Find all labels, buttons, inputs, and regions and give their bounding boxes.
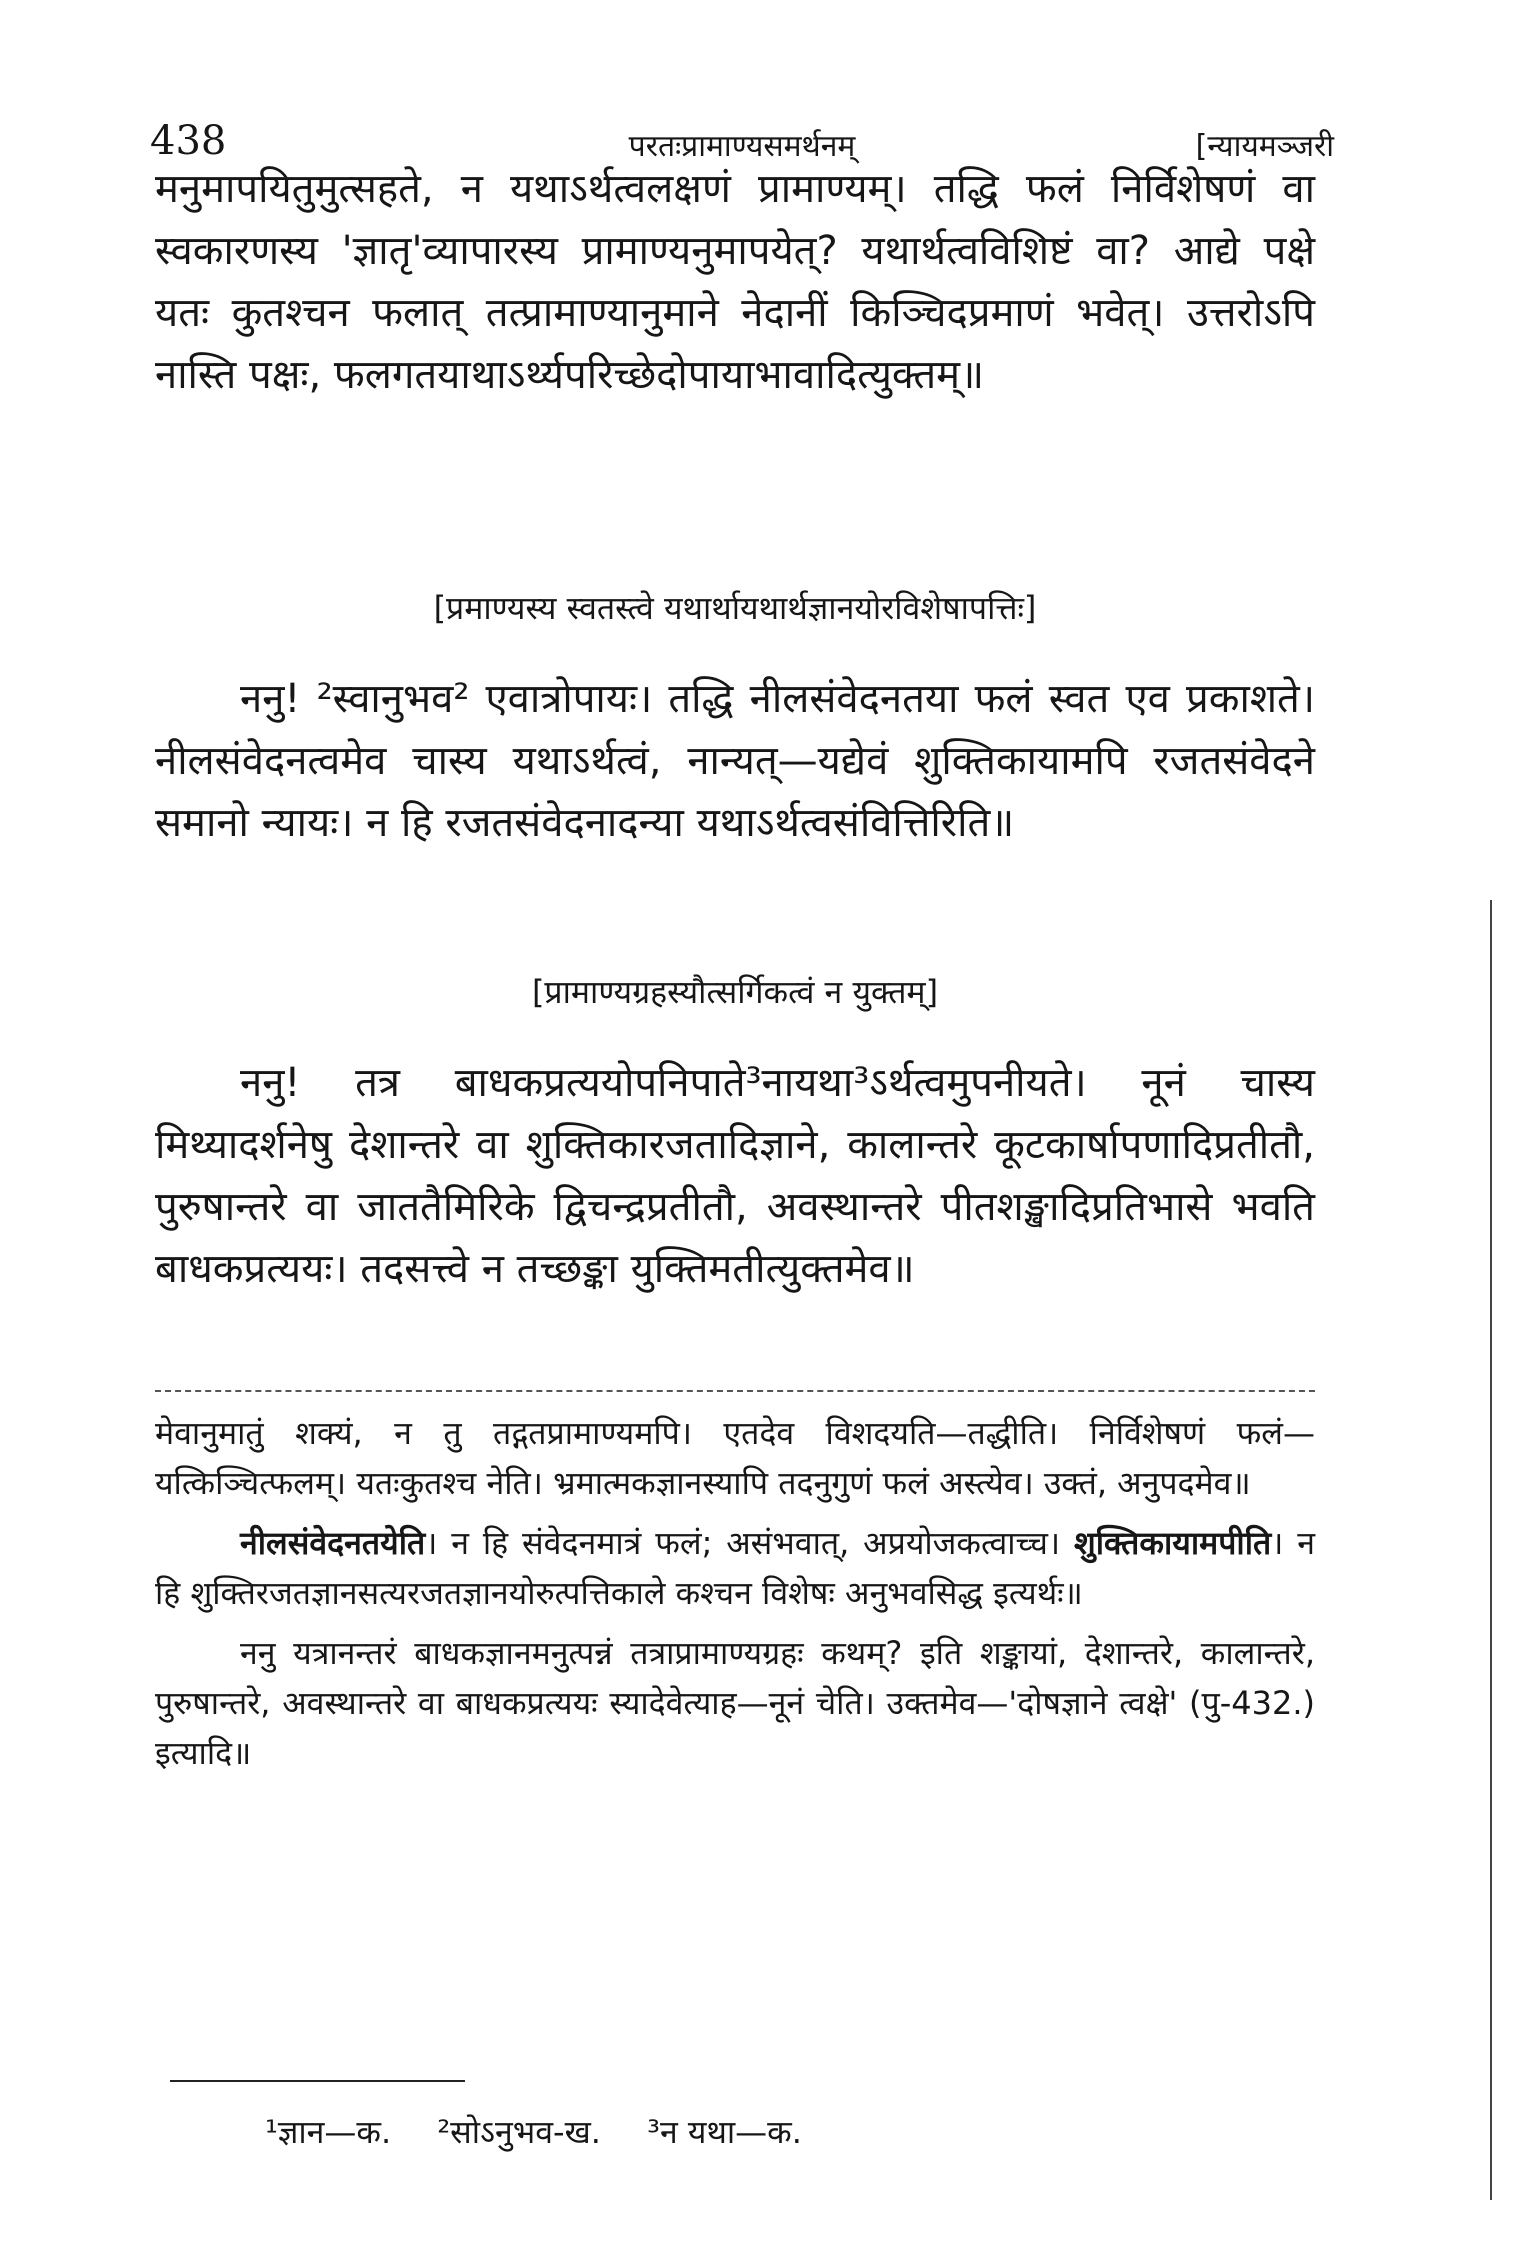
section-heading-2: [प्रामाण्यग्रहस्यौत्सर्गिकत्वं न युक्तम्] <box>531 973 939 1011</box>
commentary-divider <box>155 1390 1315 1392</box>
main-paragraph-1 <box>155 158 1315 406</box>
variant-2: ²सोऽनुभव-ख. <box>437 2113 601 2151</box>
variant-readings <box>265 2110 838 2153</box>
running-title: परतःप्रामाण्यसमर्थनम् <box>628 129 856 164</box>
commentary-text-2b: । न हि शुक्तिरजतज्ञानसत्यरजतज्ञानयोरुत्पत्तिकाले कश्चन विशेषः अनुभवसिद्ध इत्यर्थः॥ <box>155 1524 1316 1612</box>
commentary-lemma-1: नीलसंवेदनतयेति <box>240 1524 426 1562</box>
main-text-2: ननु! ²स्वानुभव² एवात्रोपायः। तद्धि नीलसंवेदनतया फलं स्वत एव प्रकाशते। नीलसंवेदनत्वमेव चास्य यथाऽर्थत्वं, नान्यत्—यद्येवं शुक्तिकायामपि रजतसंवेदने समानो न्यायः। न हि रजतसंवेदनादन्या यथाऽर्थत्वसंवित्तिरिति॥ <box>155 676 1315 846</box>
main-paragraph-3 <box>155 1052 1315 1300</box>
variant-3: ³न यथा—क. <box>647 2113 802 2151</box>
commentary-text-3: ननु यत्रानन्तरं बाधकज्ञानमनुत्पन्नं तत्राप्रामाण्यग्रहः कथम्? इति शङ्कायां, देशान्तरे, कालान्तरे, पुरुषान्तरे, अवस्थान्तरे वा बाधकप्रत्ययः स्यादेवेत्याह—नूनं चेति। उक्तमेव—'दोषज्ञाने त्वक्षे' (पु-432.) इत्यादि॥ <box>155 1634 1315 1772</box>
commentary-text-2 <box>155 1518 1315 1618</box>
page-edge-line <box>1490 900 1492 2200</box>
main-text-1: मनुमापयितुमुत्सहते, न यथाऽर्थत्वलक्षणं प्रामाण्यम्। तद्धि फलं निर्विशेषणं वा स्वकारणस्य 'ज्ञातृ'व्यापारस्य प्रामाण्यनुमापयेत्? यथार्थत्वविशिष्टं वा? आद्ये पक्षे यतः कुतश्चन फलात् तत्प्रामाण्यानुमाने नेदानीं किञ्चिदप्रमाणं भवेत्। उत्तरोऽपि नास्ति पक्षः, फलगतयाथाऽर्थ्यपरिच्छेदोपायाभावादित्युक्तम्॥ <box>155 166 1315 398</box>
section-heading-1: [प्रमाण्यस्य स्वतस्त्वे यथार्थायथार्थज्ञानयोरविशेषापत्तिः] <box>433 589 1037 627</box>
variant-1: ¹ज्ञान—क. <box>265 2113 392 2151</box>
commentary-text-2a: । न हि संवेदनमात्रं फलं; असंभवात्, अप्रयोजकत्वाच्च। <box>425 1524 1061 1562</box>
footnote-divider <box>170 2080 465 2082</box>
book-title: [न्यायमञ्जरी <box>1195 129 1334 164</box>
main-paragraph-2 <box>155 668 1315 854</box>
commentary-text-1: मेवानुमातुं शक्यं, न तु तद्गतप्रामाण्यमपि। एतदेव विशदयति—तद्धीति। निर्विशेषणं फलं—यत्किञ्चित्फलम्। यतःकुतश्च नेति। भ्रमात्मकज्ञानस्यापि तदनुगुणं फलं अस्त्येव। उक्तं, अनुपदमेव॥ <box>155 1414 1315 1502</box>
commentary <box>155 1408 1315 1778</box>
page-number: 438 <box>150 118 227 164</box>
commentary-lemma-2: शुक्तिकायामपीति <box>1073 1524 1272 1562</box>
main-text-3: ननु! तत्र बाधकप्रत्ययोपनिपाते³नायथा³ऽर्थत्वमुपनीयते। नूनं चास्य मिथ्यादर्शनेषु देशान्तरे वा शुक्तिकारजतादिज्ञाने, कालान्तरे कूटकार्षापणादिप्रतीतौ, पुरुषान्तरे वा जाततैमिरिके द्विचन्द्रप्रतीतौ, अवस्थान्तरे पीतशङ्खादिप्रतिभासे भवति बाधकप्रत्ययः। तदसत्त्वे न तच्छङ्का युक्तिमतीत्युक्तमेव॥ <box>155 1060 1315 1292</box>
